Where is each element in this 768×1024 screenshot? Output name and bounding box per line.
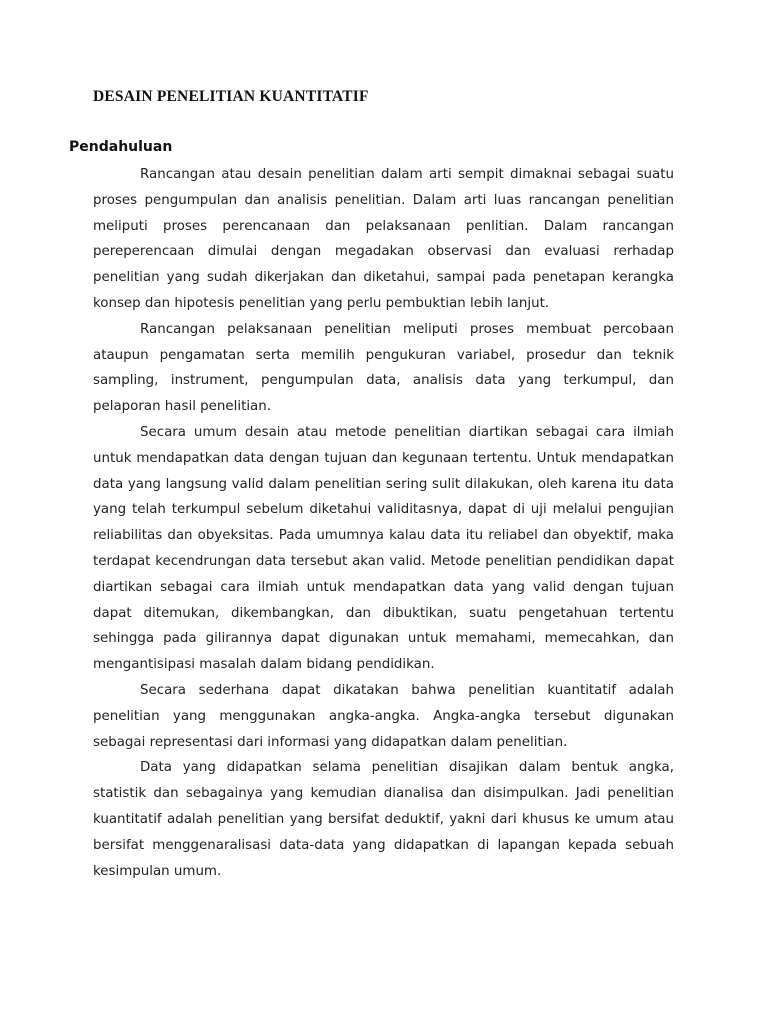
document-title: DESAIN PENELITIAN KUANTITATIF	[93, 88, 369, 105]
paragraph-1: Rancangan atau desain penelitian dalam arti sempit dimaknai sebagai suatu proses pengumpulan dan analisis penelitian. Dalam arti luas rancangan penelitian meliputi proses perencanaan dan pelaksanaan penlitian. Dalam rancangan pereperencaan dimulai dengan megadakan observasi dan evaluasi rerhadap penelitian yang sudah dikerjakan dan diketahui, sampai pada penetapan kerangka konsep dan hipotesis penelitian yang perlu pembuktian lebih lanjut.	[93, 167, 674, 311]
paragraph-4: Secara sederhana dapat dikatakan bahwa penelitian kuantitatif adalah penelitian yang menggunakan angka-angka. Angka-angka tersebut digunakan sebagai representasi dari informasi yang didapatkan dalam penelitian.	[93, 682, 674, 750]
paragraph-3: Secara umum desain atau metode penelitian diartikan sebagai cara ilmiah untuk mendapatkan data dengan tujuan dan kegunaan tertentu. Untuk mendapatkan data yang langsung valid dalam penelitian sering sulit dilakukan, oleh karena itu data yang telah terkumpul sebelum diketahui validitasnya, dapat di uji melalui pengujian reliabilitas dan obyeksitas. Pada umumnya kalau data itu reliabel dan obyektif, maka terdapat kecendrungan data tersebut akan valid. Metode penelitian pendidikan dapat diartikan sebagai cara ilmiah untuk mendapatkan data yang valid dengan tujuan dapat ditemukan, dikembangkan, dan dibuktikan, suatu pengetahuan tertentu sehingga pada gilirannya dapat digunakan untuk memahami, memecahkan, dan mengantisipasi masalah dalam bidang pendidikan.	[93, 424, 674, 673]
paragraph-2: Rancangan pelaksanaan penelitian meliputi proses membuat percobaan ataupun pengamatan serta memilih pengukuran variabel, prosedur dan teknik sampling, instrument, pengumpulan data, analisis data yang terkumpul, dan pelaporan hasil penelitian.	[93, 321, 674, 415]
document-body	[93, 162, 674, 884]
paragraph-5: Data yang didapatkan selama penelitian disajikan dalam bentuk angka, statistik dan sebagainya yang kemudian dianalisa dan disimpulkan. Jadi penelitian kuantitatif adalah penelitian yang bersifat deduktif, yakni dari khusus ke umum atau bersifat menggenaralisasi data-data yang didapatkan di lapangan kepada sebuah kesimpulan umum.	[93, 760, 674, 879]
section-heading-pendahuluan: Pendahuluan	[69, 139, 173, 155]
